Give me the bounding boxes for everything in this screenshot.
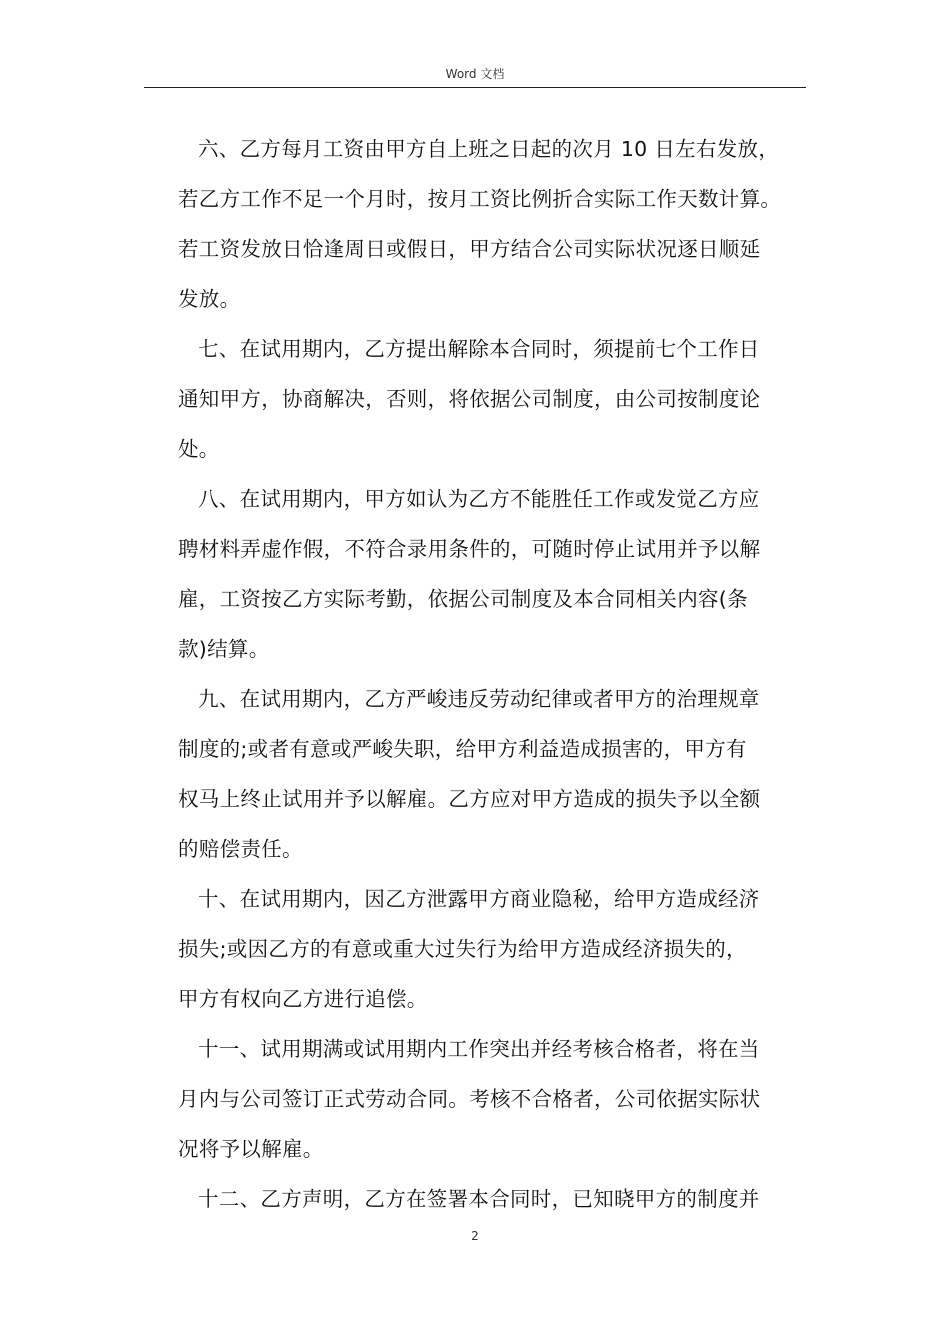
clause-9-line-3: 权马上终止试用并予以解雇。乙方应对甲方造成的损失予以全额 bbox=[178, 787, 761, 811]
clause-12-line-1: 十二、乙方声明，乙方在签署本合同时，已知晓甲方的制度并 bbox=[198, 1187, 760, 1211]
document-body bbox=[178, 124, 816, 1224]
clause-6-line-4: 发放。 bbox=[178, 287, 241, 311]
clause-6-line-3: 若工资发放日恰逢周日或假日，甲方结合公司实际状况逐日顺延 bbox=[178, 237, 761, 261]
clause-9-line-2: 制度的;或者有意或严峻失职，给甲方利益造成损害的，甲方有 bbox=[178, 737, 747, 761]
clause-8-line-4: 款)结算。 bbox=[178, 637, 270, 661]
clause-10-line-3: 甲方有权向乙方进行追偿。 bbox=[178, 987, 428, 1011]
clause-7-line-3: 处。 bbox=[178, 437, 220, 461]
clause-11-line-2: 月内与公司签订正式劳动合同。考核不合格者，公司依据实际状 bbox=[178, 1087, 761, 1111]
clause-7-line-1: 七、在试用期内，乙方提出解除本合同时，须提前七个工作日 bbox=[198, 337, 760, 361]
clause-8-line-2: 聘材料弄虚作假，不符合录用条件的，可随时停止试用并予以解 bbox=[178, 537, 761, 561]
clause-8-line-1: 八、在试用期内，甲方如认为乙方不能胜任工作或发觉乙方应 bbox=[198, 487, 760, 511]
page-header: Word 文档 bbox=[445, 67, 505, 81]
page-number: 2 bbox=[471, 1229, 479, 1243]
clause-10-line-1: 十、在试用期内，因乙方泄露甲方商业隐秘，给甲方造成经济 bbox=[198, 887, 760, 911]
clause-9-line-1: 九、在试用期内，乙方严峻违反劳动纪律或者甲方的治理规章 bbox=[198, 687, 760, 711]
clause-6-line-2: 若乙方工作不足一个月时，按月工资比例折合实际工作天数计算。 bbox=[178, 187, 782, 211]
clause-11-line-3: 况将予以解雇。 bbox=[178, 1137, 324, 1161]
clause-10-line-2: 损失;或因乙方的有意或重大过失行为给甲方造成经济损失的， bbox=[178, 937, 747, 961]
header-divider bbox=[144, 87, 806, 88]
clause-8-line-3: 雇，工资按乙方实际考勤，依据公司制度及本合同相关内容(条 bbox=[178, 587, 748, 611]
clause-9-line-4: 的赔偿责任。 bbox=[178, 837, 303, 861]
clause-6-line-1: 六、乙方每月工资由甲方自上班之日起的次月 10 日左右发放， bbox=[198, 137, 780, 161]
clause-11-line-1: 十一、试用期满或试用期内工作突出并经考核合格者，将在当 bbox=[198, 1037, 760, 1061]
clause-7-line-2: 通知甲方，协商解决，否则，将依据公司制度，由公司按制度论 bbox=[178, 387, 761, 411]
